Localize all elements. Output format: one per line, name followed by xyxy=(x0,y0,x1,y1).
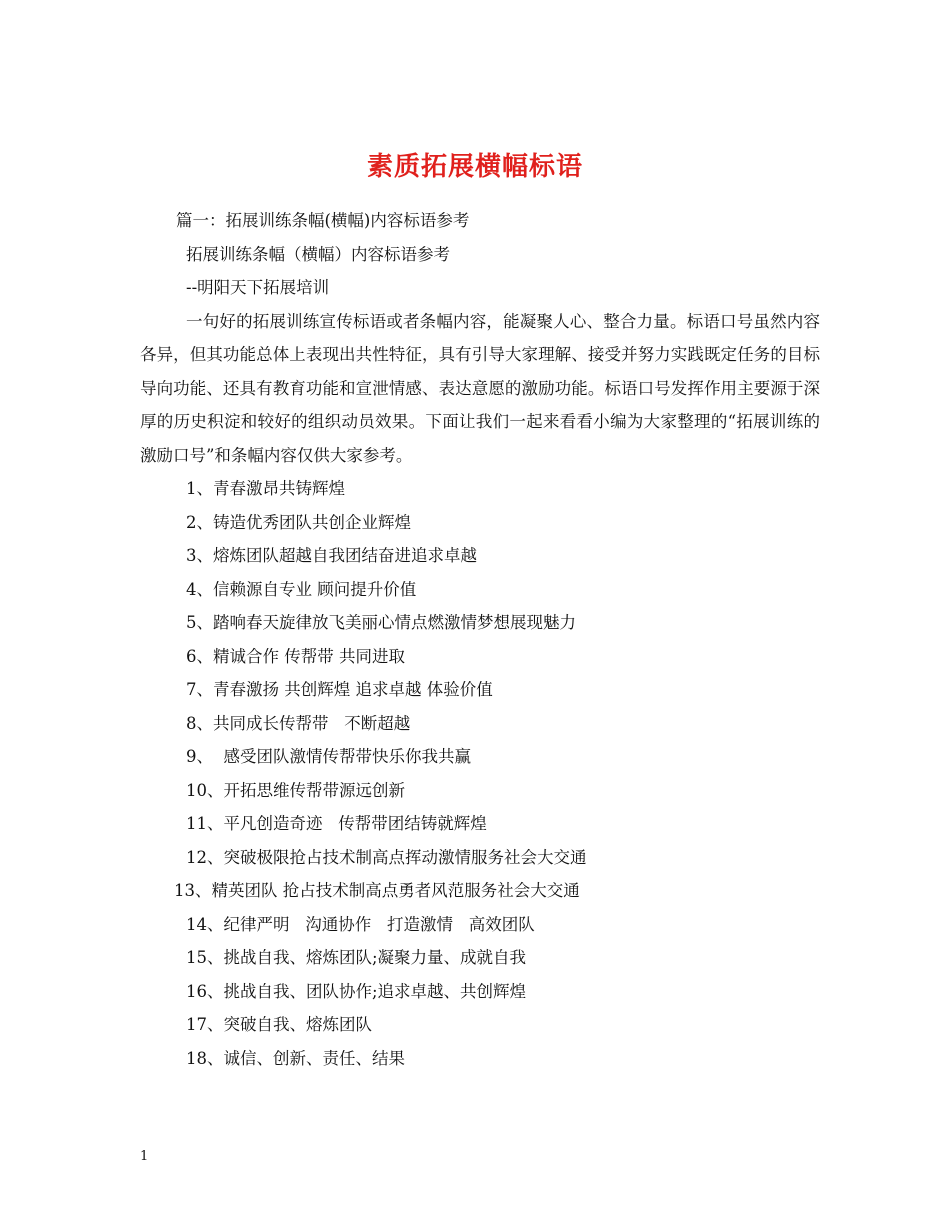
list-item: 14、纪律严明 沟通协作 打造激情 高效团队 xyxy=(186,914,535,934)
slogan-list xyxy=(140,472,820,1075)
page-title: 素质拓展横幅标语 xyxy=(366,152,583,183)
section-heading: 篇一：拓展训练条幅(横幅)内容标语参考 xyxy=(176,211,470,230)
list-item: 17、突破自我、熔炼团队 xyxy=(186,1015,372,1034)
list-item: 12、突破极限抢占技术制高点挥动激情服务社会大交通 xyxy=(186,847,587,867)
list-item: 9、 感受团队激情传帮带快乐你我共赢 xyxy=(186,747,471,766)
list-item: 10、开拓思维传帮带源远创新 xyxy=(186,780,405,800)
list-item: 16、挑战自我、团队协作;追求卓越、共创辉煌 xyxy=(186,981,527,1001)
list-item: 18、诚信、创新、责任、结果 xyxy=(186,1048,405,1068)
list-item: 7、青春激扬 共创辉煌 追求卓越 体验价值 xyxy=(186,680,493,699)
list-item: 3、熔炼团队超越自我团结奋进追求卓越 xyxy=(186,546,477,565)
list-item: 13、精英团队 抢占技术制高点勇者风范服务社会大交通 xyxy=(174,881,580,900)
list-item: 6、精诚合作 传帮带 共同进取 xyxy=(186,646,405,666)
page-number: 1 xyxy=(140,1149,149,1164)
list-item: 15、挑战自我、熔炼团队;凝聚力量、成就自我 xyxy=(186,948,527,967)
list-item: 2、铸造优秀团队共创企业辉煌 xyxy=(186,512,411,532)
article-source: --明阳天下拓展培训 xyxy=(186,278,330,297)
article-title: 拓展训练条幅（横幅）内容标语参考 xyxy=(186,244,450,264)
list-item: 8、共同成长传帮带 不断超越 xyxy=(186,713,411,733)
intro-paragraph: 一句好的拓展训练宣传标语或者条幅内容，能凝聚人心、整合力量。标语口号虽然内容各异，但其功能总体上表现出共性特征，具有引导大家理解、接受并努力实践既定任务的目标导向功能、还具有教育功能和宣泄情感、表达意愿的激励功能。标语口号发挥作用主要源于深厚的历史积淀和较好的组织动员效果。下面让我们一起来看看小编为大家整理的“拓展训练的激励口号”和条幅内容仅供大家参考。 xyxy=(140,311,820,465)
list-item: 4、信赖源自专业 顾问提升价值 xyxy=(186,579,417,599)
list-item: 11、平凡创造奇迹 传帮带团结铸就辉煌 xyxy=(186,814,487,833)
list-item: 1、青春激昂共铸辉煌 xyxy=(186,479,345,498)
list-item: 5、踏响春天旋律放飞美丽心情点燃激情梦想展现魅力 xyxy=(186,613,576,632)
document-body xyxy=(140,204,820,1075)
